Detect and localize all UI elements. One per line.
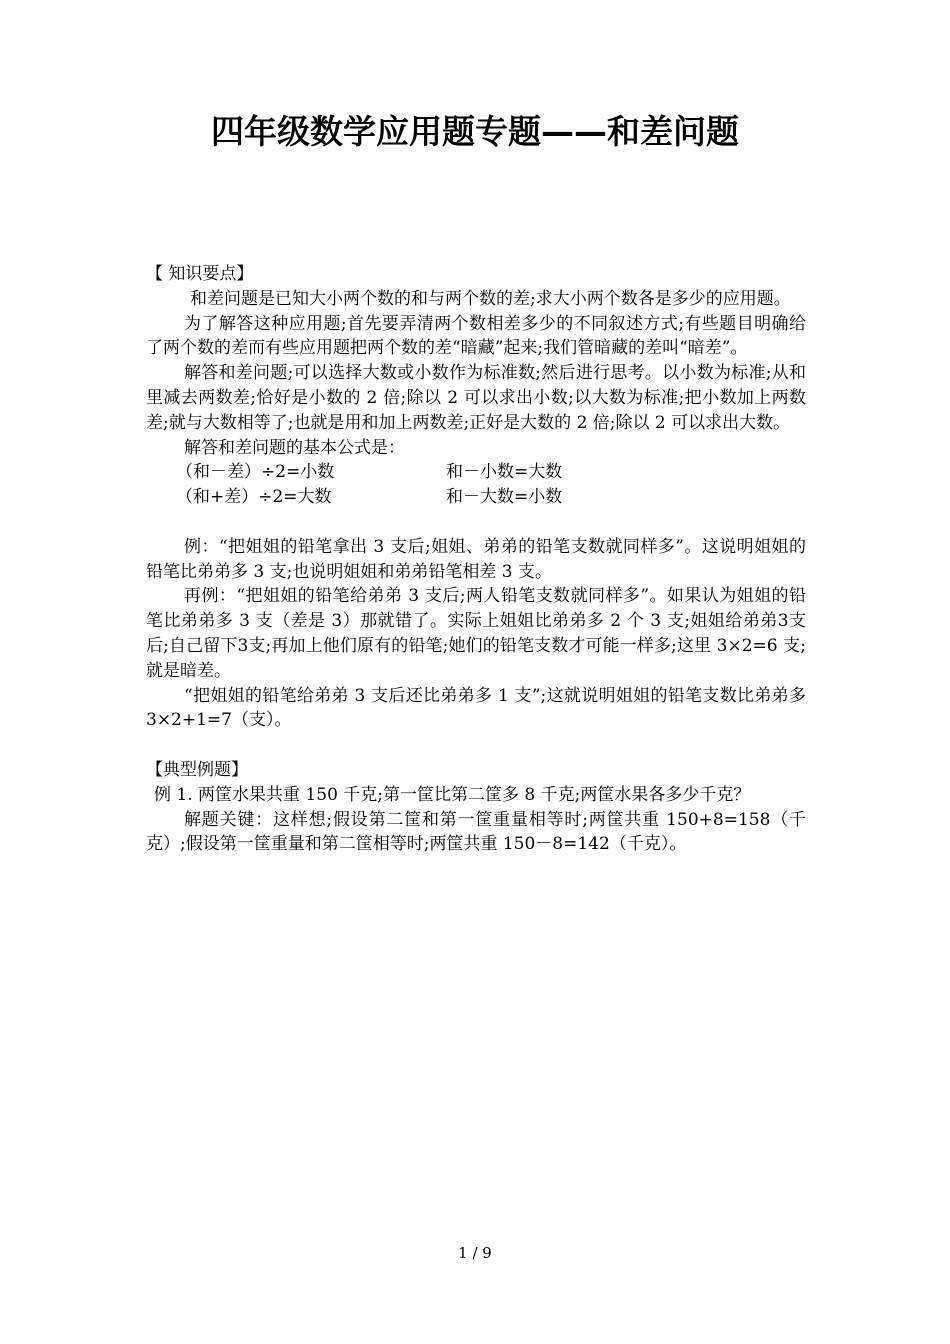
example-1-question: 例 1. 两筐水果共重 150 千克;第一筐比第二筐多 8 千克;两筐水果各多少千克？	[154, 784, 751, 805]
paragraph-formula-intro: 解答和差问题的基本公式是：	[184, 437, 405, 458]
page-title: 四年级数学应用题专题——和差问题	[211, 112, 739, 151]
formula-right: 和－大数=小数	[446, 487, 563, 508]
page-number: 1 / 9	[458, 1244, 492, 1262]
example-1-key: 解题关键：这样想;假设第二筐和第一筐重量相等时;两筐共重 150+8=158（千克）;假设第一筐重量和第二筐相等时;两筐共重 150－8=142（千克）。	[146, 809, 806, 855]
spacer	[146, 733, 806, 758]
formula-row	[146, 485, 806, 510]
paragraph-example: 例：“把姐姐的铅笔拿出 3 支后;姐姐、弟弟的铅笔支数就同样多”。这说明姐姐的铅笔比弟弟多 3 支;也说明姐姐和弟弟铅笔相差 3 支。	[146, 536, 806, 582]
paragraph-method: 解答和差问题;可以选择大数或小数作为标准数;然后进行思考。以小数为标准;从和里减去两数差;恰好是小数的 2 倍;除以 2 可以求出小数;以大数为标准;把小数加上两数差;就与大数相等了;也就是用和加上两数差;正好是大数的 2 倍;除以 2 可以求出大数。	[146, 363, 806, 433]
formula-right: 和－小数=大数	[446, 462, 563, 483]
formula-left: （和+差）÷2=大数	[176, 487, 332, 508]
formula-row	[146, 460, 806, 485]
paragraph-hidden-difference: 为了解答这种应用题;首先要弄清两个数相差多少的不同叙述方式;有些题目明确给了两个数的差而有些应用题把两个数的差“暗藏”起来;我们管暗藏的差叫“暗差”。	[146, 313, 806, 359]
paragraph-definition: 和差问题是已知大小两个数的和与两个数的差;求大小两个数各是多少的应用题。	[190, 288, 791, 309]
formula-left: （和－差）÷2=小数	[176, 462, 335, 483]
spacer	[146, 510, 806, 535]
section-heading-knowledge: 【 知识要点】	[146, 264, 254, 284]
paragraph-example-2: 再例：“把姐姐的铅笔给弟弟 3 支后;两人铅笔支数就同样多”。如果认为姐姐的铅笔比弟弟多 3 支（差是 3）那就错了。实际上姐姐比弟弟多 2 个 3 支;姐姐给弟弟3支后;自己留下3支;再加上他们原有的铅笔;她们的铅笔支数才可能一样多;这里 3×2=6 支;就是暗差。	[146, 586, 806, 681]
document-body	[146, 262, 806, 857]
section-heading-examples: 【典型例题】	[146, 759, 248, 780]
paragraph-example-3: “把姐姐的铅笔给弟弟 3 支后还比弟弟多 1 支”;这就说明姐姐的铅笔支数比弟弟多 3×2+1=7（支）。	[146, 685, 806, 731]
